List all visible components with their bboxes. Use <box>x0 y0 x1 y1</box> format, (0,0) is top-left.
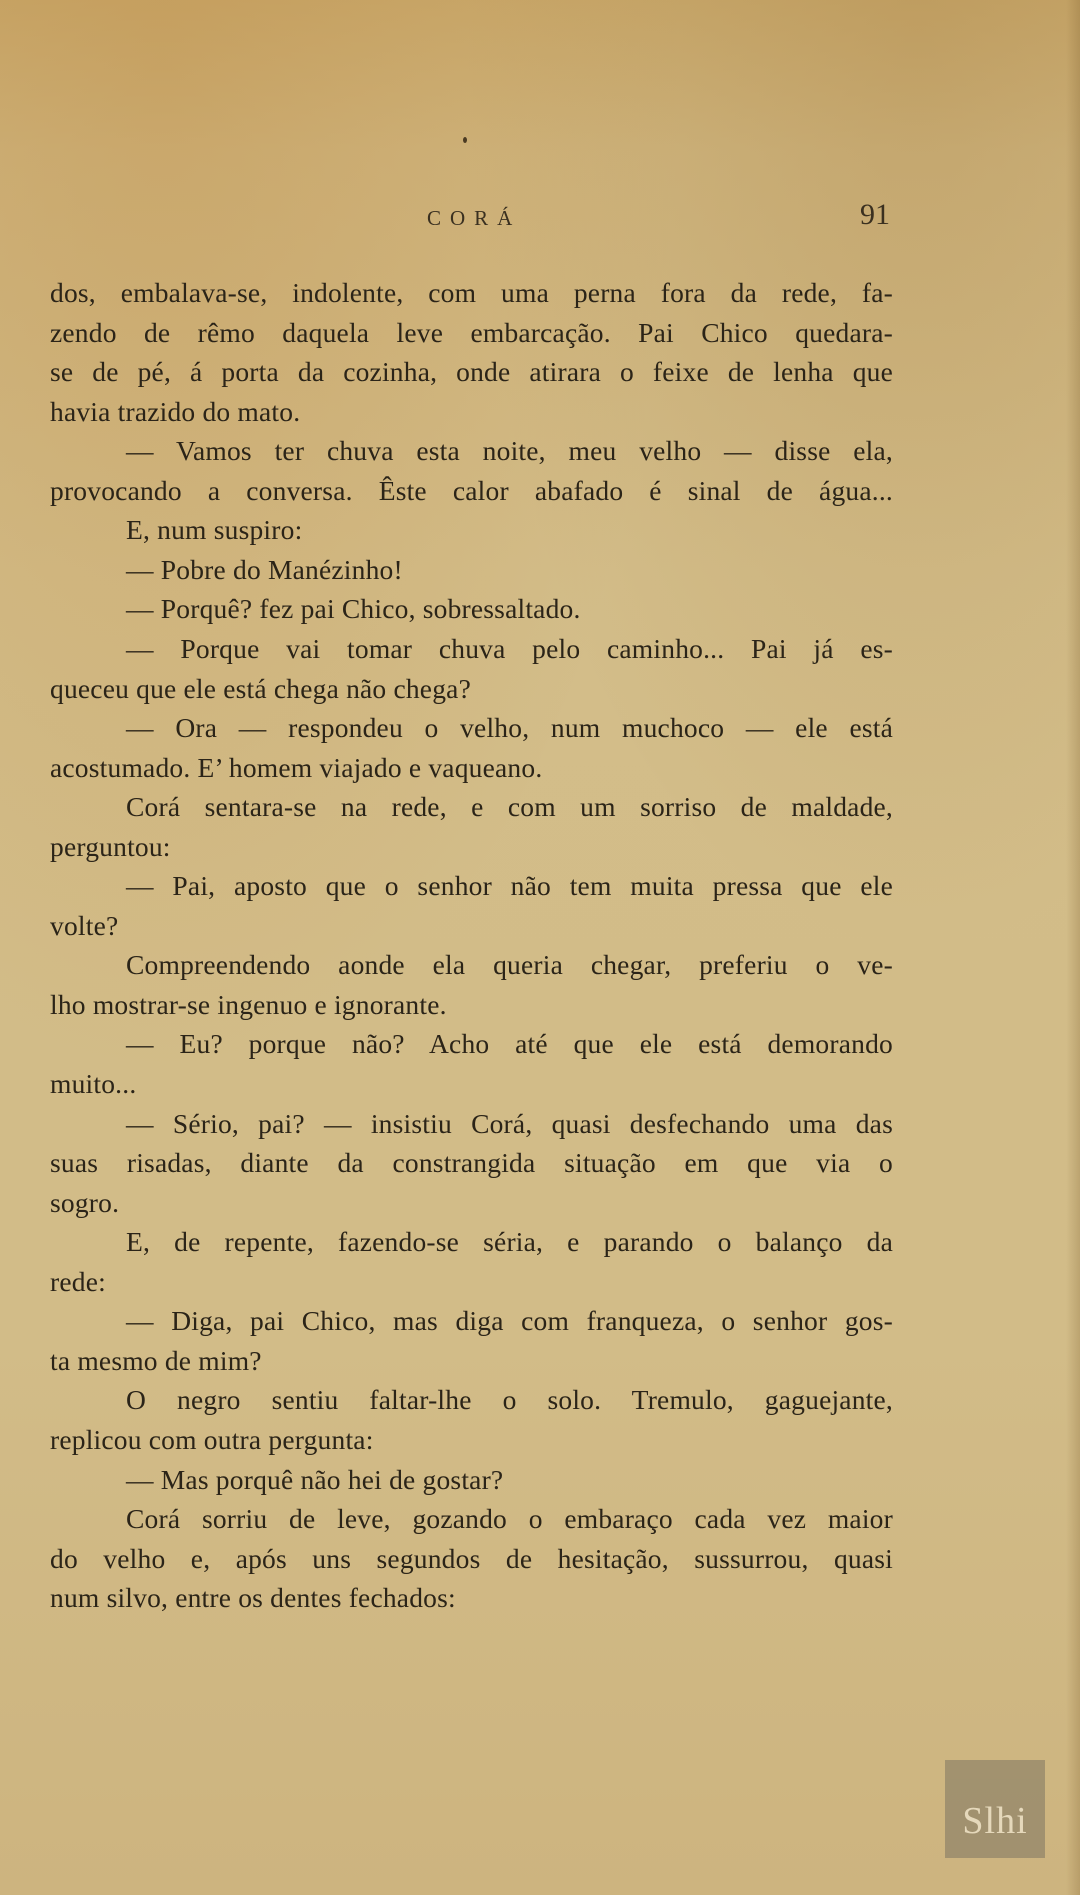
text-line: — Diga, pai Chico, mas diga com franqueza, o senhor gos- <box>126 1305 893 1336</box>
text-line: — Porque vai tomar chuva pelo caminho... Pai já es- <box>126 633 893 664</box>
text-line: suas risadas, diante da constrangida situação em que via o <box>50 1147 893 1178</box>
page-number: 91 <box>860 198 890 231</box>
text-line: do velho e, após uns segundos de hesitação, sussurrou, quasi <box>50 1543 893 1574</box>
running-head <box>0 200 1080 240</box>
text-line: E, de repente, fazendo-se séria, e parando o balanço da <box>126 1226 893 1257</box>
text-line: se de pé, á porta da cozinha, onde atirara o feixe de lenha que <box>50 356 893 387</box>
text-line: — Eu? porque não? Acho até que ele está demorando <box>126 1028 893 1059</box>
text-line: acostumado. E’ homem viajado e vaqueano. <box>50 752 543 783</box>
text-line: num silvo, entre os dentes fechados: <box>50 1582 456 1613</box>
text-line: O negro sentiu faltar-lhe o solo. Tremulo, gaguejante, <box>126 1384 893 1415</box>
text-line: dos, embalava-se, indolente, com uma perna fora da rede, fa- <box>50 277 893 308</box>
text-line: — Ora — respondeu o velho, num muchoco — ele está <box>126 712 893 743</box>
text-line: — Porquê? fez pai Chico, sobressaltado. <box>126 593 581 624</box>
watermark-logo <box>945 1760 1045 1858</box>
text-line: sogro. <box>50 1187 120 1218</box>
watermark-text: Slhi <box>962 1800 1028 1842</box>
text-line: — Sério, pai? — insistiu Corá, quasi desfechando uma das <box>126 1108 893 1139</box>
text-line: queceu que ele está chega não chega? <box>50 673 471 704</box>
text-line: — Pobre do Manézinho! <box>126 554 403 585</box>
text-line: volte? <box>50 910 119 941</box>
text-line: lho mostrar-se ingenuo e ignorante. <box>50 989 447 1020</box>
text-line: replicou com outra pergunta: <box>50 1424 374 1455</box>
text-line: — Mas porquê não hei de gostar? <box>126 1464 504 1495</box>
text-line: rede: <box>50 1266 106 1297</box>
text-line: ta mesmo de mim? <box>50 1345 262 1376</box>
text-line: provocando a conversa. Êste calor abafado é sinal de água... <box>50 475 893 506</box>
text-line: muito... <box>50 1068 137 1099</box>
text-line: — Pai, aposto que o senhor não tem muita pressa que ele <box>126 870 893 901</box>
text-line: Compreendendo aonde ela queria chegar, preferiu o ve- <box>126 949 893 980</box>
text-line: — Vamos ter chuva esta noite, meu velho — disse ela, <box>126 435 893 466</box>
text-line: zendo de rêmo daquela leve embarcação. Pai Chico quedara- <box>50 317 893 348</box>
text-line: havia trazido do mato. <box>50 396 301 427</box>
text-line: Corá sentara-se na rede, e com um sorriso de maldade, <box>126 791 893 822</box>
text-line: E, num suspiro: <box>126 514 303 545</box>
page-edge-shadow <box>1066 0 1080 1895</box>
running-title: CORÁ <box>427 206 522 230</box>
text-line: Corá sorriu de leve, gozando o embaraço cada vez maior <box>126 1503 893 1534</box>
text-line: perguntou: <box>50 831 171 862</box>
paper-speck <box>463 137 467 143</box>
